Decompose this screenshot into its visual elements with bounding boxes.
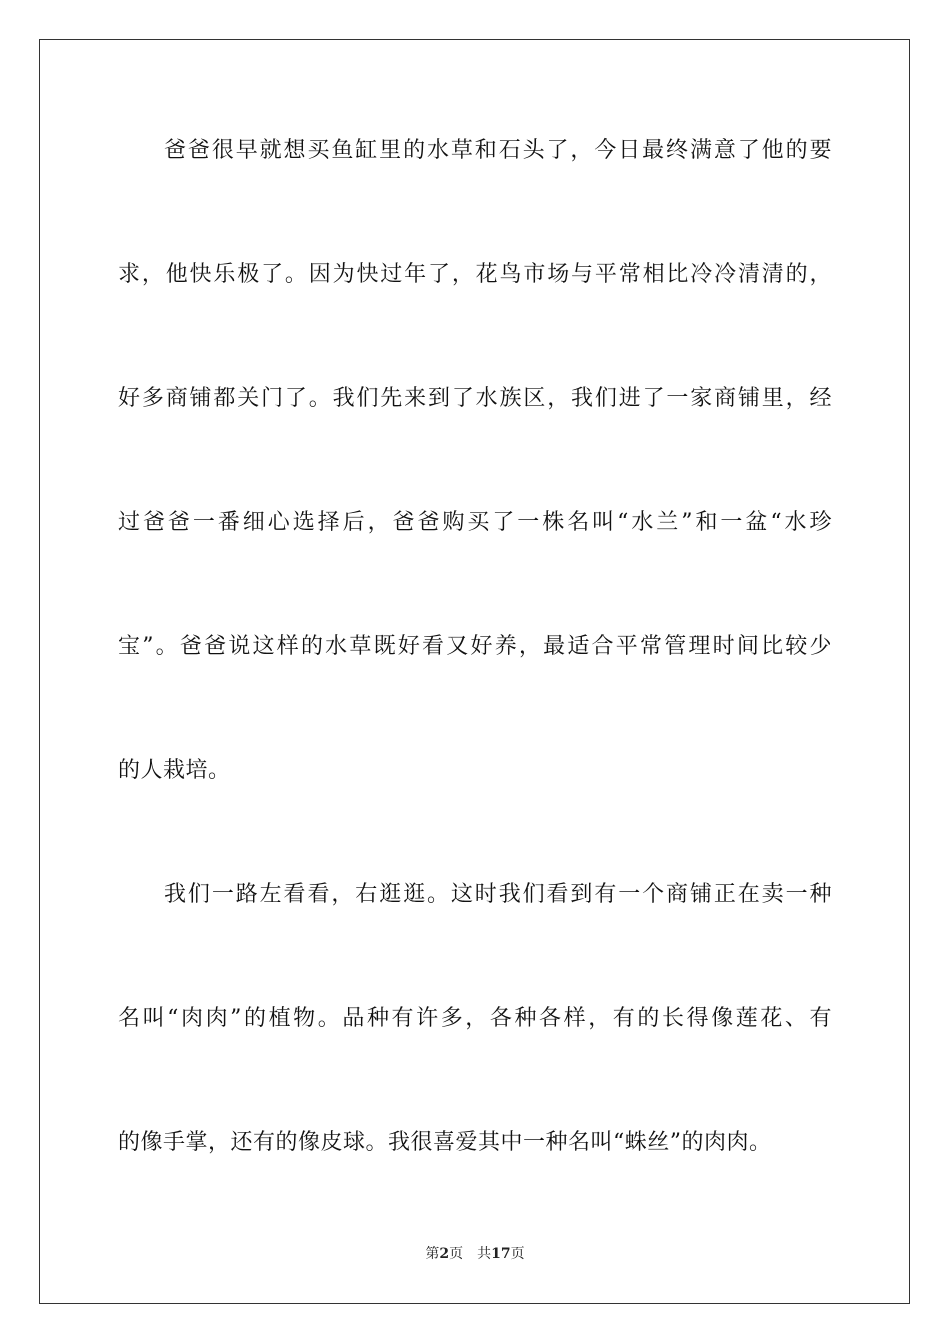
total-prefix: 共 [477,1246,492,1262]
total-suffix: 页 [510,1246,525,1262]
paragraph-line: 求，他快乐极了。因为快过年了，花鸟市场与平常相比冷冷清清的， [118,262,832,287]
paragraph-line: 我们一路左看看，右逛逛。这时我们看到有一个商铺正在卖一种 [164,882,832,907]
page-prefix: 第 [425,1246,440,1262]
paragraph-line: 好多商铺都关门了。我们先来到了水族区，我们进了一家商铺里，经 [118,386,832,411]
page-border [39,39,910,1304]
paragraph-line: 过爸爸一番细心选择后，爸爸购买了一株名叫“水兰”和一盆“水珍 [118,510,832,535]
page-number: 2 [439,1246,450,1262]
total-pages: 17 [491,1246,511,1262]
page-suffix: 页 [449,1246,464,1262]
paragraph-line: 的人栽培。 [118,758,231,783]
paragraph-line: 名叫“肉肉”的植物。品种有许多，各种各样，有的长得像莲花、有 [118,1006,832,1031]
paragraph-line: 爸爸很早就想买鱼缸里的水草和石头了，今日最终满意了他的要 [164,138,832,163]
page-footer [0,1245,950,1263]
paragraph-line: 宝”。爸爸说这样的水草既好看又好养，最适合平常管理时间比较少 [118,634,832,659]
paragraph-line: 的像手掌，还有的像皮球。我很喜爱其中一种名叫“蛛丝”的肉肉。 [118,1130,772,1155]
